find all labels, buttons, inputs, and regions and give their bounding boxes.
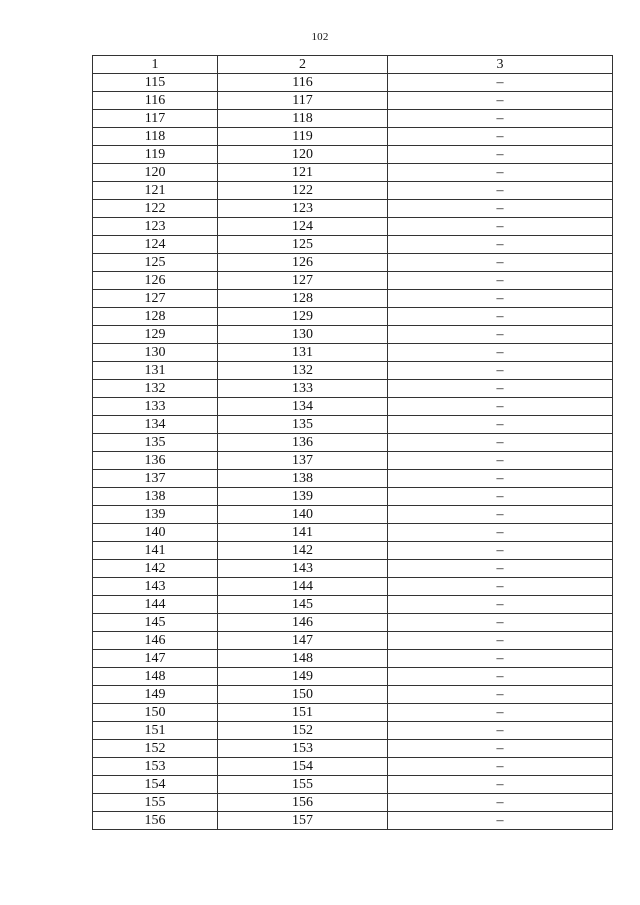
table-body bbox=[93, 56, 613, 830]
table-cell-col2: 123 bbox=[218, 200, 388, 218]
table-cell-col3: – bbox=[388, 488, 613, 506]
table-cell-col1: 124 bbox=[93, 236, 218, 254]
table-cell-col3: – bbox=[388, 596, 613, 614]
table-cell-col2: 136 bbox=[218, 434, 388, 452]
table-cell-col2: 119 bbox=[218, 128, 388, 146]
table-cell-col1: 138 bbox=[93, 488, 218, 506]
table-cell-col1: 131 bbox=[93, 362, 218, 380]
table-cell-col2: 146 bbox=[218, 614, 388, 632]
table-cell-col2: 121 bbox=[218, 164, 388, 182]
table-row bbox=[93, 74, 613, 92]
table-cell-col3: – bbox=[388, 200, 613, 218]
table-cell-col3: – bbox=[388, 686, 613, 704]
table-row bbox=[93, 614, 613, 632]
table-cell-col3: – bbox=[388, 722, 613, 740]
table-cell-col2: 141 bbox=[218, 524, 388, 542]
table-cell-col1: 146 bbox=[93, 632, 218, 650]
table-cell-col2: 132 bbox=[218, 362, 388, 380]
table-cell-col2: 152 bbox=[218, 722, 388, 740]
column-header-1: 1 bbox=[93, 56, 218, 74]
table-cell-col1: 149 bbox=[93, 686, 218, 704]
column-header-2: 2 bbox=[218, 56, 388, 74]
data-table bbox=[92, 55, 613, 830]
table-cell-col3: – bbox=[388, 182, 613, 200]
table-cell-col2: 122 bbox=[218, 182, 388, 200]
table-cell-col3: – bbox=[388, 632, 613, 650]
table-cell-col3: – bbox=[388, 524, 613, 542]
table-cell-col1: 139 bbox=[93, 506, 218, 524]
table-row bbox=[93, 470, 613, 488]
table-cell-col2: 125 bbox=[218, 236, 388, 254]
table-cell-col2: 145 bbox=[218, 596, 388, 614]
table-cell-col2: 142 bbox=[218, 542, 388, 560]
table-cell-col3: – bbox=[388, 812, 613, 830]
table-cell-col1: 141 bbox=[93, 542, 218, 560]
table-row bbox=[93, 146, 613, 164]
table-cell-col1: 147 bbox=[93, 650, 218, 668]
table-row bbox=[93, 398, 613, 416]
table-cell-col2: 116 bbox=[218, 74, 388, 92]
table-cell-col1: 142 bbox=[93, 560, 218, 578]
table-cell-col1: 148 bbox=[93, 668, 218, 686]
table-cell-col3: – bbox=[388, 794, 613, 812]
table-cell-col3: – bbox=[388, 704, 613, 722]
table-cell-col1: 154 bbox=[93, 776, 218, 794]
table-cell-col2: 140 bbox=[218, 506, 388, 524]
table-cell-col2: 143 bbox=[218, 560, 388, 578]
table-row bbox=[93, 722, 613, 740]
table-cell-col1: 121 bbox=[93, 182, 218, 200]
table-cell-col1: 133 bbox=[93, 398, 218, 416]
table-row bbox=[93, 92, 613, 110]
table-cell-col1: 136 bbox=[93, 452, 218, 470]
table-header-row bbox=[93, 56, 613, 74]
table-cell-col1: 152 bbox=[93, 740, 218, 758]
table-cell-col1: 156 bbox=[93, 812, 218, 830]
table-cell-col3: – bbox=[388, 254, 613, 272]
table-cell-col2: 137 bbox=[218, 452, 388, 470]
table-cell-col3: – bbox=[388, 542, 613, 560]
table-cell-col1: 153 bbox=[93, 758, 218, 776]
table-row bbox=[93, 434, 613, 452]
table-cell-col3: – bbox=[388, 236, 613, 254]
table-cell-col3: – bbox=[388, 758, 613, 776]
column-header-3: 3 bbox=[388, 56, 613, 74]
table-cell-col2: 118 bbox=[218, 110, 388, 128]
table-cell-col2: 120 bbox=[218, 146, 388, 164]
table-row bbox=[93, 668, 613, 686]
table-cell-col1: 116 bbox=[93, 92, 218, 110]
page-number: 102 bbox=[311, 31, 329, 43]
table-cell-col2: 131 bbox=[218, 344, 388, 362]
table-cell-col2: 138 bbox=[218, 470, 388, 488]
table-row bbox=[93, 632, 613, 650]
table-cell-col1: 129 bbox=[93, 326, 218, 344]
table-row bbox=[93, 560, 613, 578]
table-row bbox=[93, 758, 613, 776]
table-cell-col1: 115 bbox=[93, 74, 218, 92]
table-row bbox=[93, 344, 613, 362]
table-cell-col2: 135 bbox=[218, 416, 388, 434]
table-row bbox=[93, 272, 613, 290]
table-cell-col2: 148 bbox=[218, 650, 388, 668]
table-cell-col1: 119 bbox=[93, 146, 218, 164]
table-cell-col3: – bbox=[388, 380, 613, 398]
table-row bbox=[93, 110, 613, 128]
table-row bbox=[93, 686, 613, 704]
table-cell-col1: 144 bbox=[93, 596, 218, 614]
table-cell-col3: – bbox=[388, 650, 613, 668]
table-cell-col1: 145 bbox=[93, 614, 218, 632]
table-cell-col2: 149 bbox=[218, 668, 388, 686]
table-cell-col2: 147 bbox=[218, 632, 388, 650]
table-cell-col1: 134 bbox=[93, 416, 218, 434]
table-cell-col2: 129 bbox=[218, 308, 388, 326]
table-cell-col2: 144 bbox=[218, 578, 388, 596]
table-cell-col1: 151 bbox=[93, 722, 218, 740]
table-row bbox=[93, 452, 613, 470]
table-cell-col1: 140 bbox=[93, 524, 218, 542]
table-cell-col1: 118 bbox=[93, 128, 218, 146]
table-row bbox=[93, 794, 613, 812]
table-cell-col3: – bbox=[388, 614, 613, 632]
table-cell-col2: 150 bbox=[218, 686, 388, 704]
table-cell-col1: 117 bbox=[93, 110, 218, 128]
table-cell-col2: 157 bbox=[218, 812, 388, 830]
table-cell-col1: 132 bbox=[93, 380, 218, 398]
table-cell-col1: 126 bbox=[93, 272, 218, 290]
table-cell-col2: 153 bbox=[218, 740, 388, 758]
table-row bbox=[93, 650, 613, 668]
table-cell-col3: – bbox=[388, 92, 613, 110]
table-cell-col2: 130 bbox=[218, 326, 388, 344]
table-cell-col2: 154 bbox=[218, 758, 388, 776]
table-cell-col1: 127 bbox=[93, 290, 218, 308]
table-cell-col1: 143 bbox=[93, 578, 218, 596]
table-row bbox=[93, 362, 613, 380]
table-row bbox=[93, 596, 613, 614]
table-row bbox=[93, 704, 613, 722]
table-row bbox=[93, 236, 613, 254]
table-cell-col3: – bbox=[388, 434, 613, 452]
table-cell-col1: 137 bbox=[93, 470, 218, 488]
table-cell-col1: 122 bbox=[93, 200, 218, 218]
table-cell-col1: 135 bbox=[93, 434, 218, 452]
table-cell-col1: 155 bbox=[93, 794, 218, 812]
table-cell-col3: – bbox=[388, 290, 613, 308]
table-cell-col2: 133 bbox=[218, 380, 388, 398]
table-row bbox=[93, 506, 613, 524]
table-cell-col2: 128 bbox=[218, 290, 388, 308]
table-cell-col2: 156 bbox=[218, 794, 388, 812]
table-cell-col3: – bbox=[388, 506, 613, 524]
table-cell-col3: – bbox=[388, 668, 613, 686]
table-row bbox=[93, 128, 613, 146]
table-cell-col3: – bbox=[388, 164, 613, 182]
table-row bbox=[93, 308, 613, 326]
table-cell-col3: – bbox=[388, 74, 613, 92]
table-cell-col2: 134 bbox=[218, 398, 388, 416]
table-row bbox=[93, 488, 613, 506]
table-cell-col3: – bbox=[388, 560, 613, 578]
table-row bbox=[93, 740, 613, 758]
table-row bbox=[93, 254, 613, 272]
table-cell-col2: 127 bbox=[218, 272, 388, 290]
table-cell-col1: 120 bbox=[93, 164, 218, 182]
table-row bbox=[93, 182, 613, 200]
table-cell-col2: 151 bbox=[218, 704, 388, 722]
table-cell-col1: 128 bbox=[93, 308, 218, 326]
table-row bbox=[93, 218, 613, 236]
table-row bbox=[93, 776, 613, 794]
table-cell-col3: – bbox=[388, 776, 613, 794]
table-cell-col3: – bbox=[388, 128, 613, 146]
table-row bbox=[93, 326, 613, 344]
table-cell-col2: 139 bbox=[218, 488, 388, 506]
table-cell-col3: – bbox=[388, 398, 613, 416]
table-row bbox=[93, 164, 613, 182]
table-cell-col1: 123 bbox=[93, 218, 218, 236]
table-cell-col2: 126 bbox=[218, 254, 388, 272]
table-cell-col3: – bbox=[388, 362, 613, 380]
table-cell-col3: – bbox=[388, 218, 613, 236]
table-cell-col3: – bbox=[388, 416, 613, 434]
table-cell-col3: – bbox=[388, 146, 613, 164]
table-cell-col3: – bbox=[388, 272, 613, 290]
table-row bbox=[93, 416, 613, 434]
table-cell-col3: – bbox=[388, 740, 613, 758]
table-cell-col3: – bbox=[388, 326, 613, 344]
table-row bbox=[93, 380, 613, 398]
table-row bbox=[93, 578, 613, 596]
table-cell-col3: – bbox=[388, 308, 613, 326]
table-row bbox=[93, 524, 613, 542]
table-row bbox=[93, 542, 613, 560]
table-cell-col2: 124 bbox=[218, 218, 388, 236]
table-cell-col3: – bbox=[388, 110, 613, 128]
table-cell-col1: 150 bbox=[93, 704, 218, 722]
table-row bbox=[93, 812, 613, 830]
table-cell-col1: 130 bbox=[93, 344, 218, 362]
table-row bbox=[93, 290, 613, 308]
table-cell-col2: 155 bbox=[218, 776, 388, 794]
table-row bbox=[93, 200, 613, 218]
table-cell-col3: – bbox=[388, 470, 613, 488]
table-cell-col3: – bbox=[388, 578, 613, 596]
table-cell-col3: – bbox=[388, 344, 613, 362]
table-cell-col1: 125 bbox=[93, 254, 218, 272]
table-cell-col3: – bbox=[388, 452, 613, 470]
table-cell-col2: 117 bbox=[218, 92, 388, 110]
